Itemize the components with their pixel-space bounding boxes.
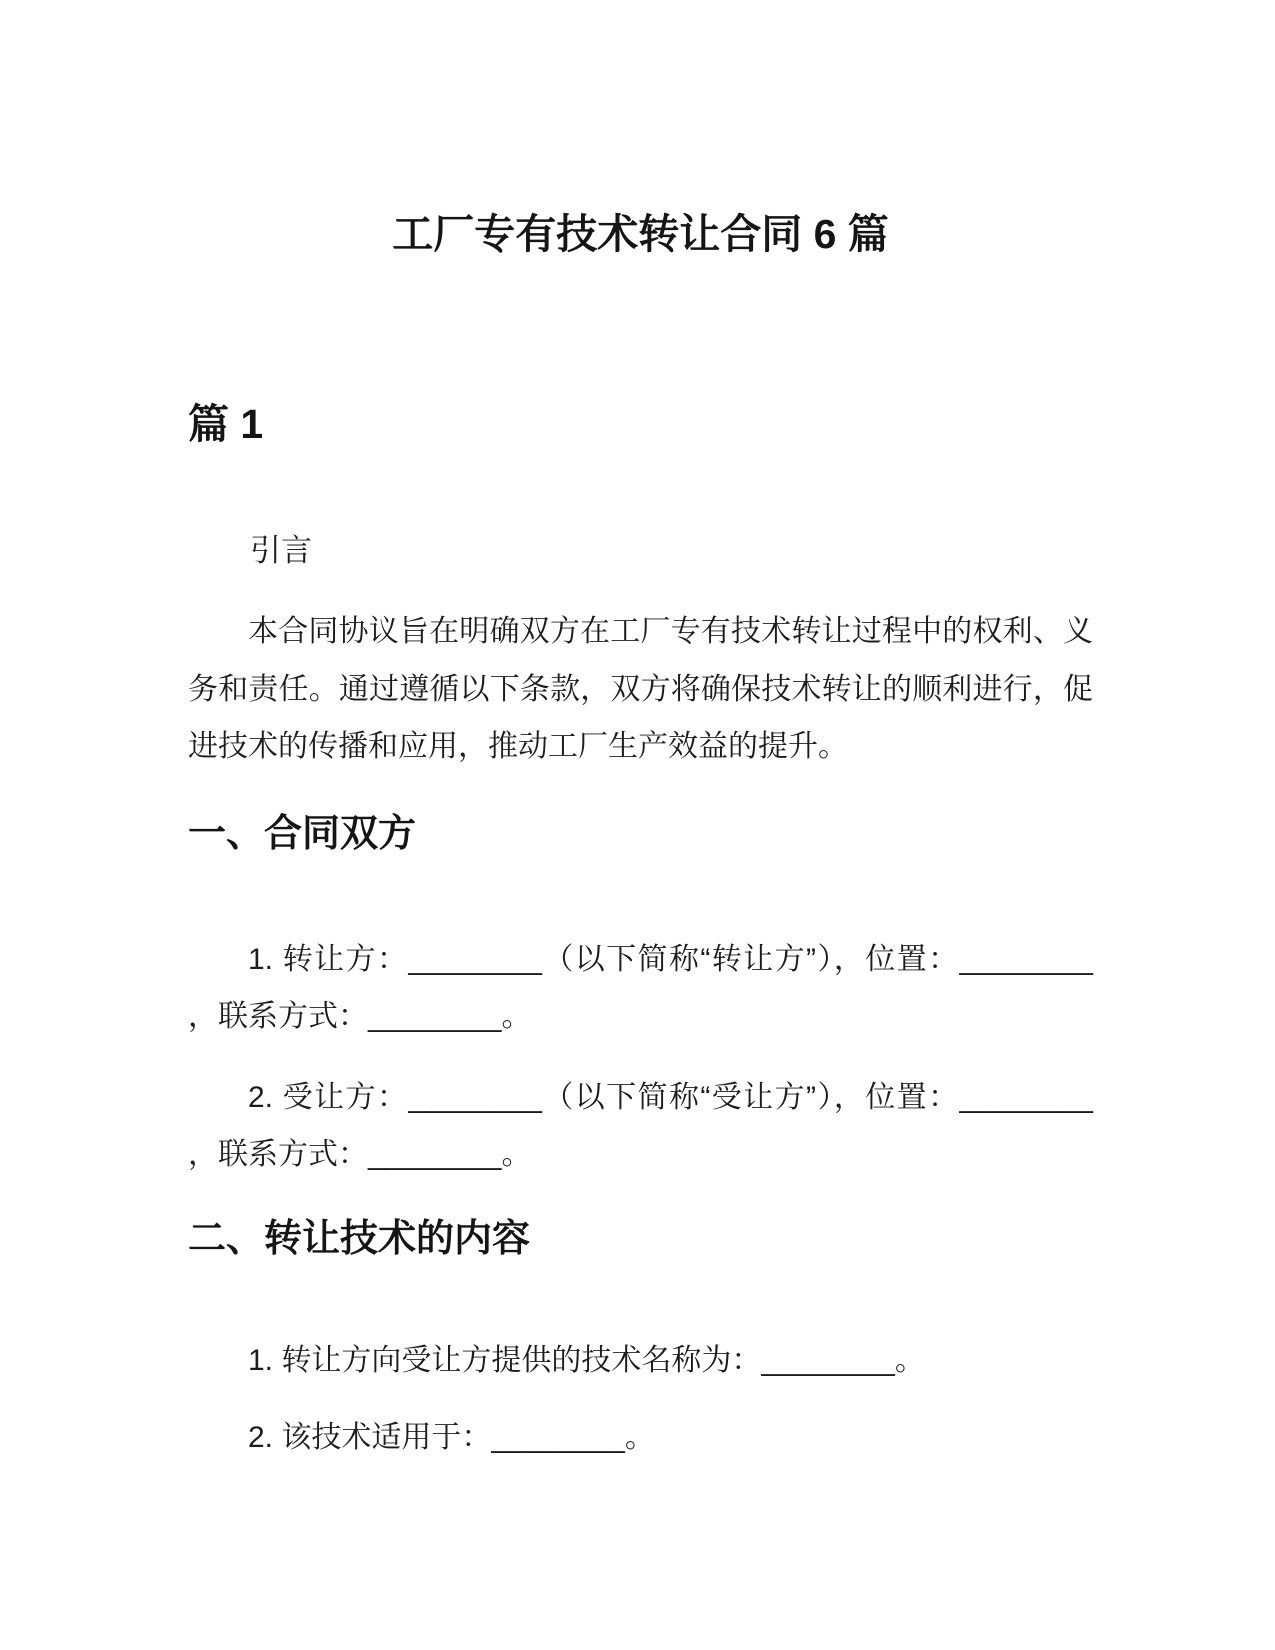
list-item-line: 2. 受让方：________（以下简称“受让方”），位置：________	[248, 1080, 1093, 1114]
list-item-line: ，联系方式：________。	[188, 1000, 532, 1033]
list-item-transferor	[188, 931, 1093, 1046]
list-item-transferee	[188, 1069, 1093, 1184]
intro-body-paragraph: 本合同协议旨在明确双方在工厂专有技术转让过程中的权利、义务和责任。通过遵循以下条款，双方将确保技术转让的顺利进行，促进技术的传播和应用，推动工厂生产效益的提升。	[188, 615, 1093, 763]
document-title: 工厂专有技术转让合同 6 篇	[392, 211, 889, 257]
subsection-heading-technology-content: 二、转让技术的内容	[188, 1217, 531, 1260]
subsection-heading-contract-parties: 一、合同双方	[188, 812, 417, 855]
list-item-line: ，联系方式：________。	[188, 1138, 532, 1171]
list-item-technology-name	[188, 1332, 1093, 1390]
list-item-technology-scope	[188, 1409, 1093, 1467]
list-item-line: 1. 转让方：________（以下简称“转让方”），位置：________	[248, 942, 1093, 976]
list-item-line: 1. 转让方向受让方提供的技术名称为：________。	[248, 1343, 925, 1377]
intro-label-paragraph: 引言	[250, 533, 312, 568]
section-heading-pian-1: 篇 1	[188, 401, 264, 447]
list-item-line: 2. 该技术适用于：________。	[248, 1421, 655, 1454]
